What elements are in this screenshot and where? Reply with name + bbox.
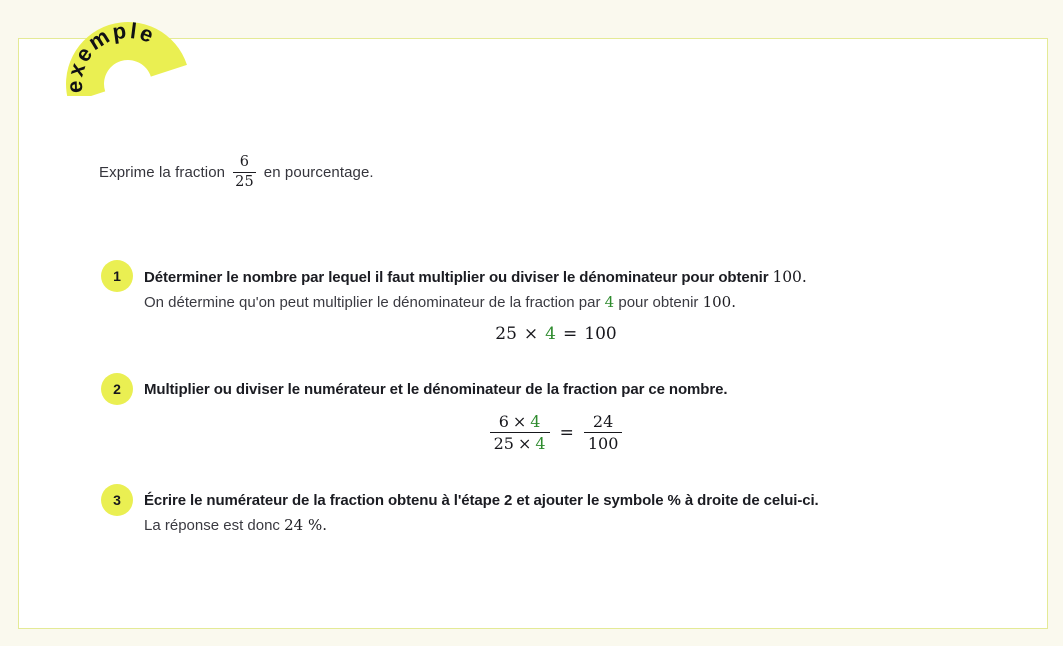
step-1-body-after: pour obtenir <box>618 293 699 311</box>
step-1-number-badge: 1 <box>101 260 133 292</box>
left-fraction-denominator <box>490 432 550 455</box>
step-1-equation <box>144 324 968 344</box>
step-1-content <box>144 262 968 344</box>
intro-text-before: Exprime la fraction <box>99 163 226 181</box>
step-1 <box>101 262 1047 344</box>
step-3-title: Écrire le numérateur de la fraction obtenu à l'étape 2 et ajouter le symbole % à droite de celui-ci. <box>144 491 819 509</box>
den-times-operator: × <box>517 434 532 454</box>
step-3-body <box>144 513 968 538</box>
equation-lhs: 25 <box>495 323 517 344</box>
equation-rhs: 100 <box>584 323 617 344</box>
den-multiplier: 4 <box>535 434 546 454</box>
num-multiplier: 4 <box>530 411 541 431</box>
step-3-answer: 24 %. <box>284 515 327 534</box>
step-2-content <box>144 375 968 455</box>
left-fraction-numerator <box>495 411 545 433</box>
step-1-body <box>144 290 968 315</box>
step-2-equation <box>144 411 968 455</box>
equals-sign: = <box>559 422 574 443</box>
num-times-operator: × <box>512 411 527 431</box>
step-1-body-before: On détermine qu'on peut multiplier le dénominateur de la fraction par <box>144 293 601 311</box>
step-1-body-highlight: 4 <box>604 292 615 311</box>
badge-label: exemple <box>61 17 160 94</box>
step-3-content <box>144 486 968 538</box>
example-card <box>18 38 1048 629</box>
right-fraction-numerator: 24 <box>592 411 614 431</box>
den-base: 25 <box>493 434 514 454</box>
step-1-title <box>144 265 968 290</box>
step-2-title: Multiplier ou diviser le numérateur et le dénominateur de la fraction par ce nombre. <box>144 380 728 398</box>
fraction-denominator: 25 <box>235 173 254 190</box>
intro-fraction <box>233 153 256 192</box>
step-3-body-before: La réponse est donc <box>144 516 280 534</box>
step-2-number-badge: 2 <box>101 373 133 405</box>
step-1-title-text: Déterminer le nombre par lequel il faut multiplier ou diviser le dénominateur pour obtenir <box>144 268 769 286</box>
step-3 <box>101 486 1047 538</box>
intro-text-after: en pourcentage. <box>263 163 374 181</box>
step-3-number-badge: 3 <box>101 484 133 516</box>
num-base: 6 <box>498 411 509 431</box>
equation-multiplier: 4 <box>545 323 556 344</box>
step-1-title-math: 100. <box>772 267 807 286</box>
right-fraction-denominator: 100 <box>584 432 623 455</box>
fraction-equation <box>490 411 623 455</box>
right-fraction <box>584 411 623 455</box>
fraction-numerator: 6 <box>239 154 250 170</box>
left-fraction <box>490 411 550 455</box>
times-operator: × <box>523 323 539 344</box>
step-1-body-math: 100. <box>702 292 736 311</box>
steps-list <box>101 262 1047 538</box>
equals-sign: = <box>563 323 578 344</box>
step-2 <box>101 375 1047 455</box>
exemple-badge <box>56 0 206 96</box>
